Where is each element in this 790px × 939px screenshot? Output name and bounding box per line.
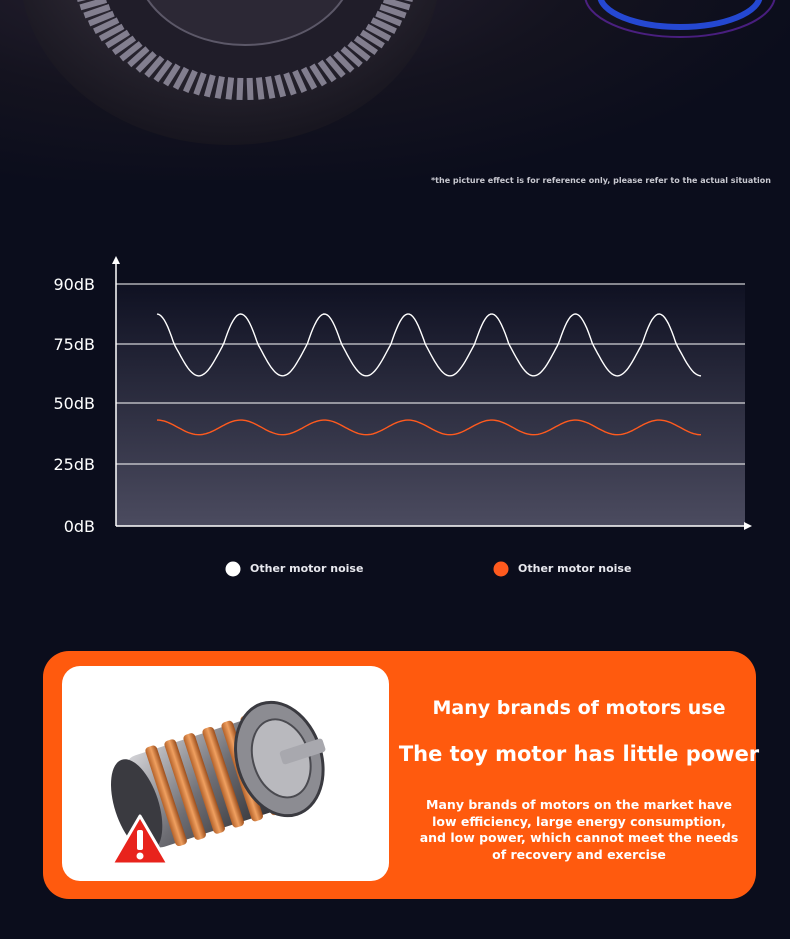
promo-title: The toy motor has little power bbox=[398, 742, 760, 766]
y-tick-label: 75dB bbox=[53, 335, 95, 354]
rotor-tooth bbox=[218, 77, 222, 99]
promo-body: Many brands of motors on the market have low efficiency, large energy consumption, and low power, which cannot meet the needs of recovery and exercise bbox=[419, 797, 739, 862]
legend-dot bbox=[226, 562, 241, 577]
y-tick-label: 0dB bbox=[63, 517, 95, 536]
y-tick-label: 50dB bbox=[53, 394, 95, 413]
rotor-tooth bbox=[229, 77, 232, 99]
promo-card bbox=[43, 651, 760, 899]
rotor-tooth bbox=[250, 78, 251, 100]
legend-label: Other motor noise bbox=[250, 562, 364, 575]
rotor-tooth bbox=[240, 78, 241, 100]
y-tick-label: 90dB bbox=[53, 275, 95, 294]
blue-glow-graphic bbox=[585, 0, 775, 37]
motor-rotor-graphic bbox=[20, 0, 440, 145]
rotor-tooth bbox=[259, 77, 262, 99]
motor-photo bbox=[62, 666, 389, 881]
noise-chart bbox=[0, 240, 790, 600]
y-tick-label: 25dB bbox=[53, 455, 95, 474]
y-axis-arrow bbox=[112, 256, 120, 264]
promo-heading: Many brands of motors use bbox=[432, 697, 726, 719]
x-axis-arrow bbox=[744, 522, 752, 530]
plot-area bbox=[116, 284, 745, 526]
legend-dot bbox=[494, 562, 509, 577]
hero-motor-image bbox=[0, 0, 790, 180]
disclaimer-text: *the picture effect is for reference only, please refer to the actual situation bbox=[430, 176, 771, 185]
legend-label: Other motor noise bbox=[518, 562, 632, 575]
rotor-tooth bbox=[268, 77, 272, 99]
